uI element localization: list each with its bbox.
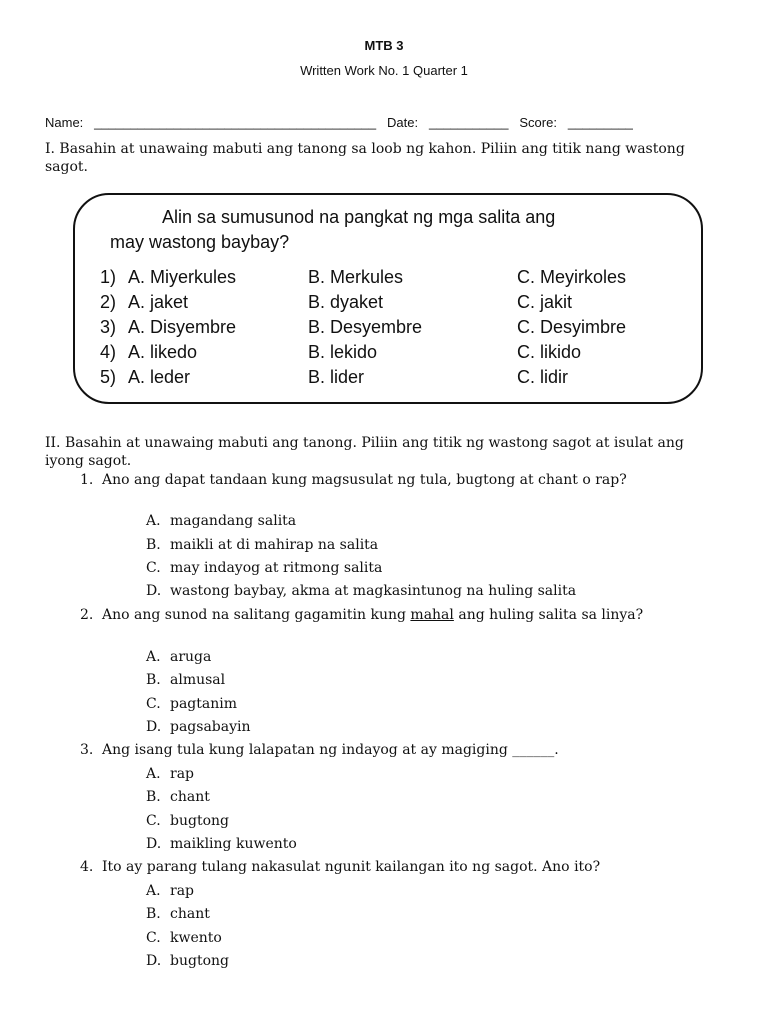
item-number: 3) [100, 317, 117, 337]
part2-instruction: II. Basahin at unawaing mabuti ang tanong. Piliin ang titik ng wastong sagot at isulat ang iyong sagot. [45, 435, 684, 469]
choice-text: chant [170, 789, 210, 805]
choice-letter: D. [146, 583, 162, 599]
item-number: 1) [100, 267, 117, 287]
choice-text: pagtanim [170, 696, 238, 712]
option-b: B. dyaket [308, 292, 384, 312]
choice-letter: D. [146, 719, 162, 735]
choice-text: magandang salita [170, 513, 297, 529]
choice [146, 671, 225, 689]
question-1 [80, 471, 730, 489]
choice [146, 952, 229, 970]
question-text: Ano ang sunod na salitang gagamitin kung mahal ang huling salita sa linya? [102, 607, 644, 623]
question-number: 1. [80, 472, 94, 488]
choice-text: wastong baybay, akma at magkasintunog na huling salita [170, 583, 577, 599]
option-c: C. Meyirkoles [517, 267, 627, 287]
choice-letter: B. [146, 537, 161, 553]
choice [146, 882, 194, 900]
option-a: A. Miyerkules [128, 267, 237, 287]
choice [146, 648, 211, 666]
choice [146, 512, 296, 530]
choice-letter: A. [146, 513, 161, 529]
question-4 [80, 858, 730, 876]
item-number: 2) [100, 292, 117, 312]
option-a: A. leder [128, 367, 191, 387]
choice-letter: B. [146, 672, 161, 688]
option-c: C. likido [517, 342, 582, 362]
item-number: 4) [100, 342, 117, 362]
part1-instruction: I. Basahin at unawaing mabuti ang tanong sa loob ng kahon. Piliin ang titik nang wastong sagot. [45, 141, 685, 175]
choice [146, 788, 210, 806]
box-question-line2: may wastong baybay? [110, 232, 290, 252]
choice-text: maikling kuwento [170, 836, 297, 852]
document-subtitle: Written Work No. 1 Quarter 1 [300, 63, 468, 78]
option-c: C. Desyimbre [517, 317, 627, 337]
choice-letter: D. [146, 836, 162, 852]
question-3 [80, 741, 730, 759]
choice-letter: A. [146, 649, 161, 665]
question-text: Ang isang tula kung lalapatan ng indayog at ay magiging ______. [102, 742, 559, 758]
choice-letter: D. [146, 953, 162, 969]
box-item-row [100, 367, 700, 392]
choice [146, 929, 222, 947]
choice [146, 812, 229, 830]
choice [146, 718, 251, 736]
choice-letter: B. [146, 789, 161, 805]
choice-text: kwento [170, 930, 222, 946]
choice-letter: C. [146, 560, 161, 576]
name-label: Name: [45, 115, 84, 130]
question-text: Ano ang dapat tandaan kung magsusulat ng tula, bugtong at chant o rap? [102, 472, 627, 488]
box-question-line1: Alin sa sumusunod na pangkat ng mga salita ang [162, 207, 556, 227]
option-b: B. lider [308, 367, 365, 387]
item-number: 5) [100, 367, 117, 387]
box-question [110, 205, 690, 255]
score-blank: _________ [567, 115, 633, 130]
date-label: Date: [387, 115, 419, 130]
box-item-row [100, 292, 700, 317]
option-c: C. lidir [517, 367, 569, 387]
choice-letter: C. [146, 930, 161, 946]
choice-letter: C. [146, 813, 161, 829]
name-blank: _______________________________________ [94, 115, 377, 130]
option-a: A. Disyembre [128, 317, 237, 337]
choice-text: pagsabayin [170, 719, 251, 735]
choice-letter: C. [146, 696, 161, 712]
option-a: A. likedo [128, 342, 198, 362]
choice-text: maikli at di mahirap na salita [170, 537, 379, 553]
option-b: B. Merkules [308, 267, 404, 287]
question-number: 2. [80, 607, 94, 623]
choice-text: rap [170, 766, 195, 782]
choice-text: may indayog at ritmong salita [170, 560, 383, 576]
box-item-row [100, 267, 700, 292]
choice [146, 695, 237, 713]
choice-letter: A. [146, 766, 161, 782]
choice [146, 835, 297, 853]
option-b: B. lekido [308, 342, 378, 362]
question-number: 3. [80, 742, 94, 758]
box-item-row [100, 317, 700, 342]
option-a: A. jaket [128, 292, 189, 312]
choice [146, 765, 194, 783]
choice-letter: B. [146, 906, 161, 922]
choice-text: bugtong [170, 813, 229, 829]
student-info-line [45, 115, 735, 130]
underlined-word: mahal [410, 607, 454, 623]
choice-text: almusal [170, 672, 226, 688]
choice [146, 905, 210, 923]
option-c: C. jakit [517, 292, 573, 312]
choice-letter: A. [146, 883, 161, 899]
choice-text: chant [170, 906, 210, 922]
choice [146, 536, 378, 554]
choice [146, 559, 382, 577]
question-number: 4. [80, 859, 94, 875]
score-label: Score: [519, 115, 557, 130]
choice-text: aruga [170, 649, 212, 665]
choice [146, 582, 576, 600]
choice-text: bugtong [170, 953, 229, 969]
date-blank: ___________ [428, 115, 509, 130]
box-item-row [100, 342, 700, 367]
option-b: B. Desyembre [308, 317, 423, 337]
question-text: Ito ay parang tulang nakasulat ngunit kailangan ito ng sagot. Ano ito? [102, 859, 601, 875]
question-2 [80, 606, 730, 624]
choice-text: rap [170, 883, 195, 899]
document-title: MTB 3 [364, 38, 404, 53]
